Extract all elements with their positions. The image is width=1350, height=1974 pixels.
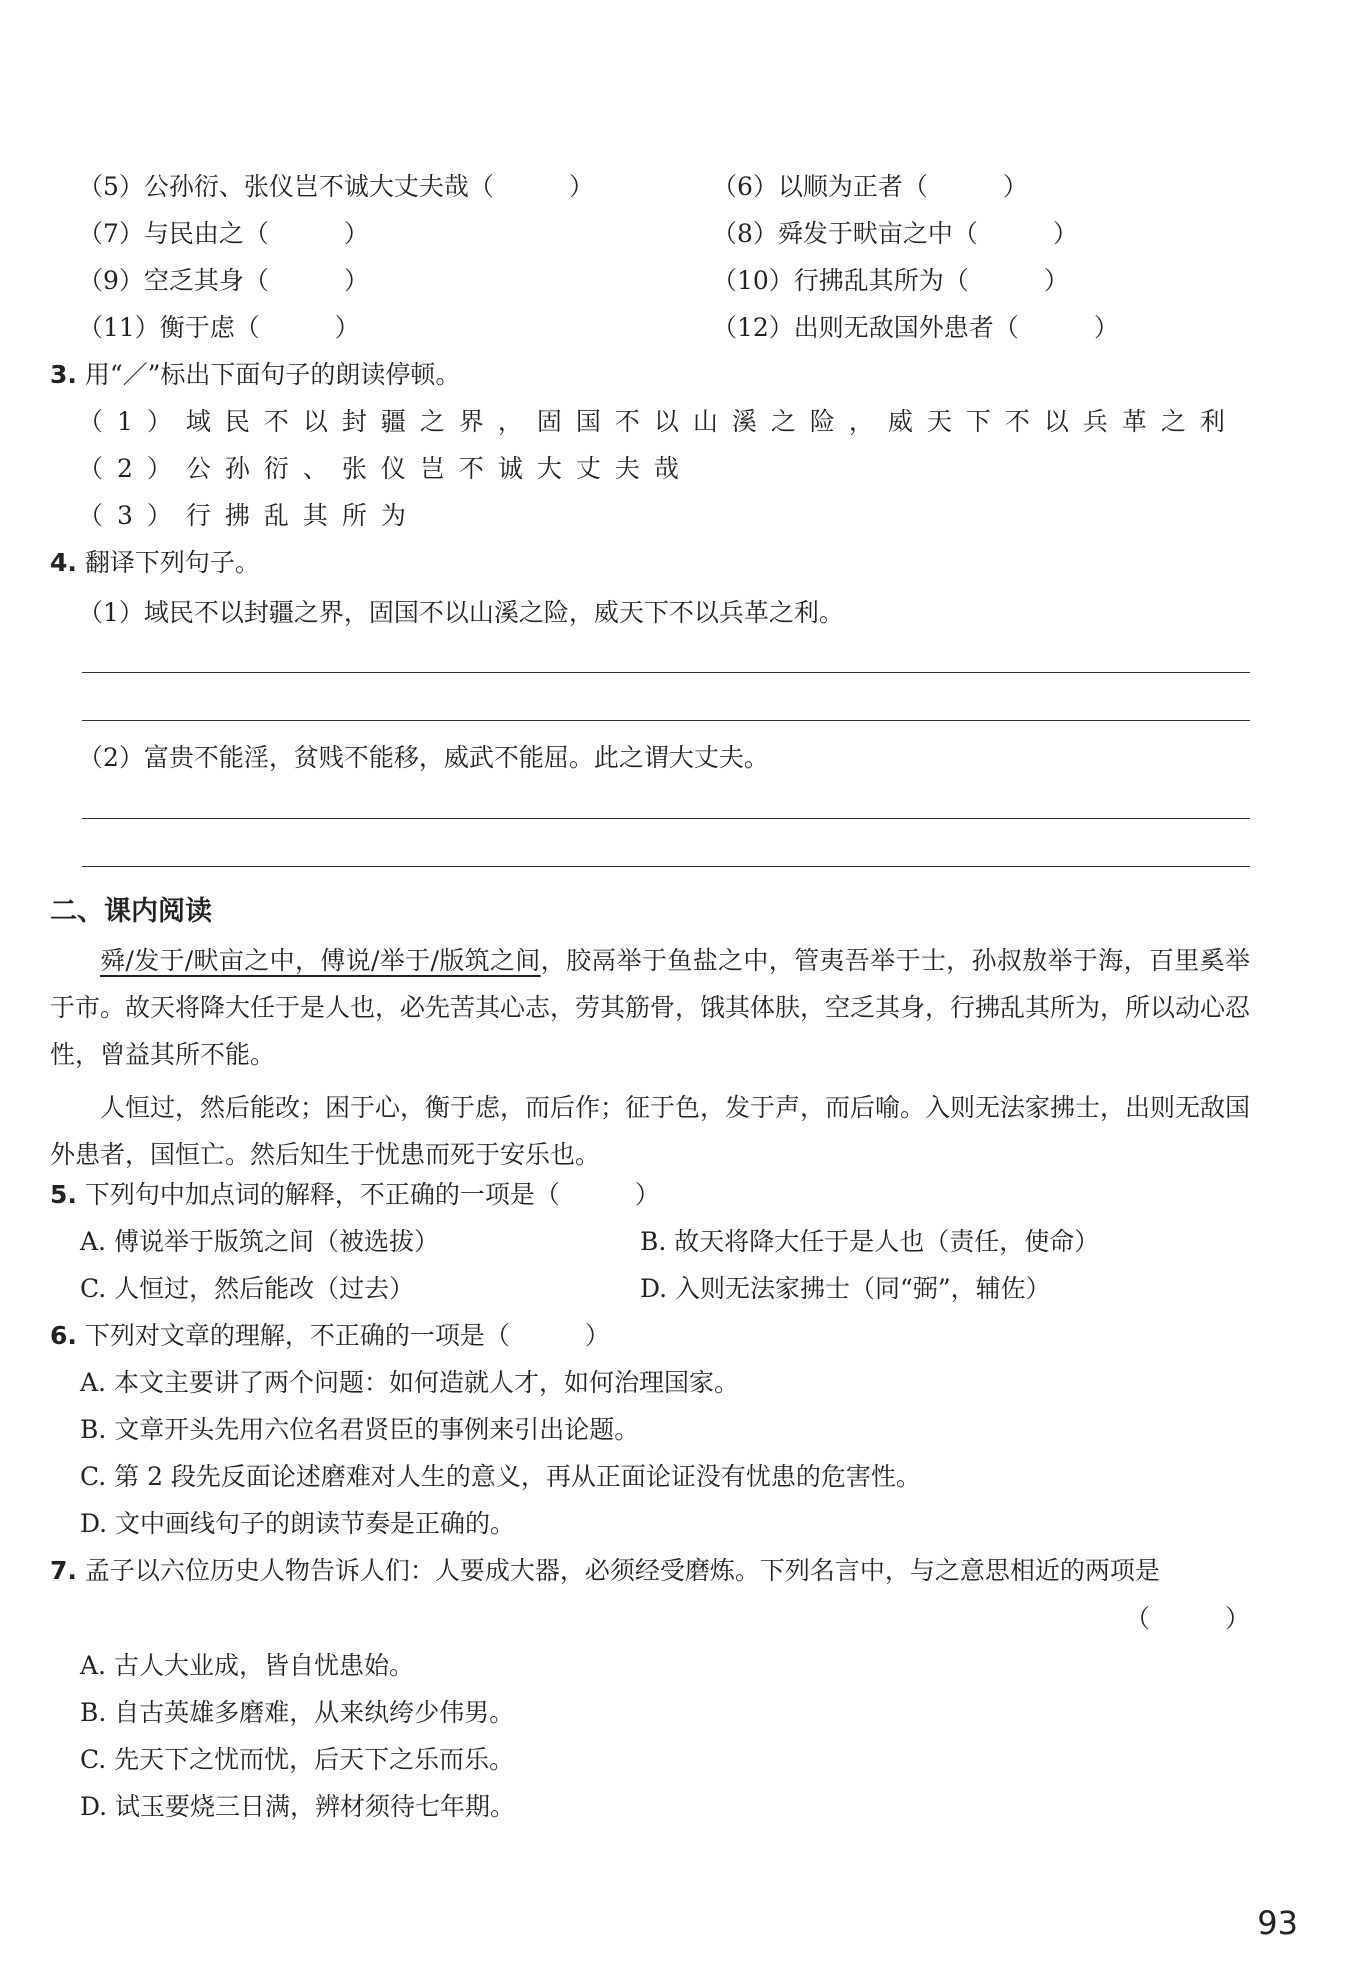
q3-item-1: （1）域民不以封疆之界，固国不以山溪之险，威天下不以兵革之利 <box>78 407 1239 436</box>
question-4 <box>50 546 260 580</box>
q6-option-d[interactable]: D. 文中画线句子的朗读节奏是正确的。 <box>80 1509 516 1538</box>
question-5 <box>50 1178 660 1212</box>
item-12: （12）出则无敌国外患者（ ） <box>712 313 1119 342</box>
q5-option-a[interactable]: A. 傅说举于版筑之间（被选拔） <box>80 1227 439 1256</box>
q5-option-c[interactable]: C. 人恒过，然后能改（过去） <box>80 1274 415 1303</box>
question-text: 下列句中加点词的解释，不正确的一项是（ ） <box>84 1180 660 1209</box>
q5-option-d[interactable]: D. 入则无法家拂士（同“弼”，辅佐） <box>640 1274 1051 1303</box>
q6-option-b[interactable]: B. 文章开头先用六位名君贤臣的事例来引出论题。 <box>80 1415 640 1444</box>
answer-line[interactable] <box>82 720 1250 721</box>
question-3 <box>50 358 460 392</box>
page-number: 93 <box>1257 1904 1298 1942</box>
item-11: （11）衡于虑（ ） <box>78 313 360 342</box>
q3-item-2: （2）公孙衍、张仪岂不诚大丈夫哉 <box>78 454 693 483</box>
reading-passage <box>50 937 1250 1178</box>
paragraph-text: ，胶鬲举于鱼盐之中，管夷吾举于士，孙叔敖举于海，百里奚举于市。故天将降大任于是人也，必先苦其心志，劳其筋骨，饿其体肤，空乏其身，行拂乱其所为，所以动心忍性，曾益其所不能。 <box>50 946 1251 1069</box>
question-text: 孟子以六位历史人物告诉人们：人要成大器，必须经受磨炼。下列名言中，与之意思相近的两项是 <box>84 1556 1160 1585</box>
section-title: 二、课内阅读 <box>50 896 212 927</box>
q7-option-b[interactable]: B. 自古英雄多磨难，从来纨绔少伟男。 <box>80 1698 515 1727</box>
question-7 <box>50 1554 1160 1588</box>
question-number: 3. <box>50 360 77 389</box>
q3-item-3: （3）行拂乱其所为 <box>78 501 420 530</box>
q4-item-2: （2）富贵不能淫，贫贱不能移，威武不能屈。此之谓大丈夫。 <box>78 743 769 772</box>
question-number: 7. <box>50 1556 77 1585</box>
answer-line[interactable] <box>82 818 1250 819</box>
question-number: 4. <box>50 548 77 577</box>
passage-paragraph-1 <box>50 937 1250 1078</box>
q7-option-d[interactable]: D. 试玉要烧三日满，辨材须待七年期。 <box>80 1792 516 1821</box>
question-text: 翻译下列句子。 <box>84 548 260 577</box>
underlined-sentence: 舜/发于/畎亩之中，傅说/举于/版筑之间 <box>100 946 541 975</box>
q7-option-c[interactable]: C. 先天下之忧而忧，后天下之乐而乐。 <box>80 1745 515 1774</box>
question-6 <box>50 1319 610 1353</box>
item-8: （8）舜发于畎亩之中（ ） <box>712 219 1078 248</box>
q7-option-a[interactable]: A. 古人大业成，皆自忧患始。 <box>80 1651 414 1680</box>
item-5: （5）公孙衍、张仪岂不诚大丈夫哉（ ） <box>78 172 594 201</box>
q6-option-c[interactable]: C. 第 2 段先反面论述磨难对人生的意义，再从正面论证没有忧患的危害性。 <box>80 1462 921 1491</box>
answer-parentheses[interactable]: （ ） <box>1124 1604 1250 1633</box>
q6-option-a[interactable]: A. 本文主要讲了两个问题：如何造就人才，如何治理国家。 <box>80 1368 739 1397</box>
item-7: （7）与民由之（ ） <box>78 219 369 248</box>
item-10: （10）行拂乱其所为（ ） <box>712 266 1069 295</box>
q5-option-b[interactable]: B. 故天将降大任于是人也（责任，使命） <box>640 1227 1100 1256</box>
item-6: （6）以顺为正者（ ） <box>712 172 1028 201</box>
item-9: （9）空乏其身（ ） <box>78 266 369 295</box>
q4-item-1: （1）域民不以封疆之界，固国不以山溪之险，威天下不以兵革之利。 <box>78 598 844 627</box>
answer-line[interactable] <box>82 672 1250 673</box>
question-number: 6. <box>50 1321 77 1350</box>
question-text: 下列对文章的理解，不正确的一项是（ ） <box>84 1321 610 1350</box>
question-text: 用“／”标出下面句子的朗读停顿。 <box>84 360 461 389</box>
question-number: 5. <box>50 1180 77 1209</box>
passage-paragraph-2: 人恒过，然后能改；困于心，衡于虑，而后作；征于色，发于声，而后喻。入则无法家拂士，出则无敌国外患者，国恒亡。然后知生于忧患而死于安乐也。 <box>50 1093 1251 1169</box>
answer-line[interactable] <box>82 866 1250 867</box>
